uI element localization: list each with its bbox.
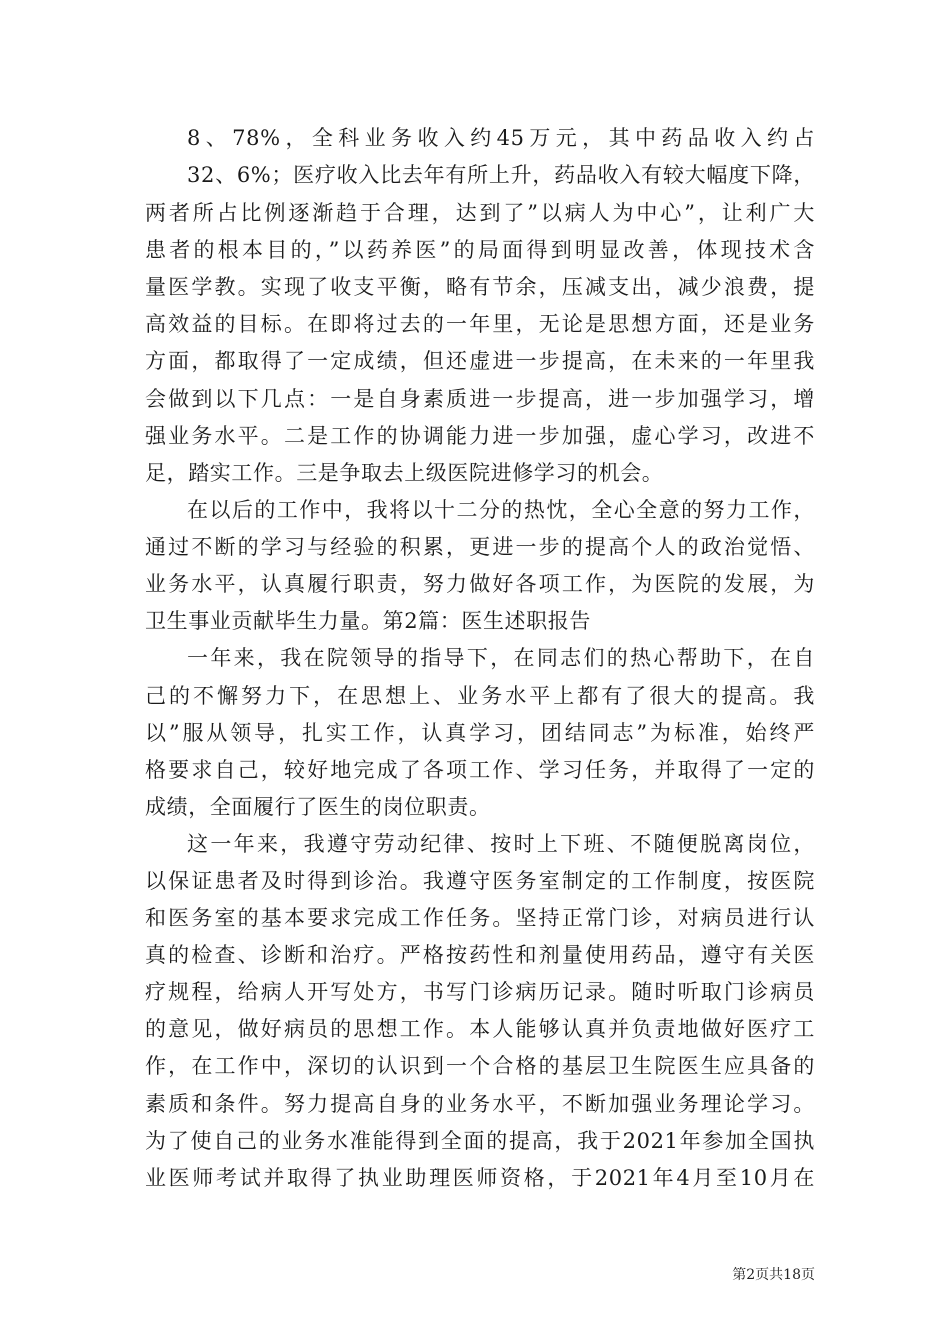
text-line: 己的不懈努力下，在思想上、业务水平上都有了很大的提高。我: [145, 684, 815, 708]
text-line: 格要求自己，较好地完成了各项工作、学习任务，并取得了一定的: [145, 758, 815, 782]
text-line: 32、6%；医疗收入比去年有所上升，药品收入有较大幅度下降，: [187, 163, 815, 187]
text-line: 在以后的工作中，我将以十二分的热忱，全心全意的努力工作，: [187, 498, 815, 522]
text-line: 成绩，全面履行了医生的岗位职责。: [145, 795, 491, 819]
text-line: 这一年来，我遵守劳动纪律、按时上下班、不随便脱离岗位，: [187, 832, 815, 856]
text-line: 和医务室的基本要求完成工作任务。坚持正常门诊，对病员进行认: [145, 906, 815, 930]
text-line: 患者的根本目的，”以药养医”的局面得到明显改善，体现技术含: [145, 238, 815, 262]
text-line: 以保证患者及时得到诊治。我遵守医务室制定的工作制度，按医院: [145, 869, 815, 893]
text-line: 通过不断的学习与经验的积累，更进一步的提高个人的政治觉悟、: [145, 535, 815, 559]
text-line: 业医师考试并取得了执业助理医师资格，于2021年4月至10月在: [145, 1166, 815, 1190]
text-line: 业务水平，认真履行职责，努力做好各项工作，为医院的发展，为: [145, 572, 815, 596]
page-number: 第2页共18页: [732, 1267, 815, 1283]
text-line: 疗规程，给病人开写处方，书写门诊病历记录。随时听取门诊病员: [145, 980, 815, 1004]
text-line: 强业务水平。二是工作的协调能力进一步加强，虚心学习，改进不: [145, 424, 815, 448]
text-line: 的意见，做好病员的思想工作。本人能够认真并负责地做好医疗工: [145, 1017, 815, 1041]
text-line: 高效益的目标。在即将过去的一年里，无论是思想方面，还是业务: [145, 312, 815, 336]
text-line: 真的检查、诊断和治疗。严格按药性和剂量使用药品，遵守有关医: [145, 943, 815, 967]
text-line: 方面，都取得了一定成绩，但还虚进一步提高，在未来的一年里我: [145, 349, 815, 373]
text-line: 量医学教。实现了收支平衡，略有节余，压减支出，减少浪费，提: [145, 275, 815, 299]
text-line: 会做到以下几点：一是自身素质进一步提高，进一步加强学习，增: [145, 387, 815, 411]
text-line: 一年来，我在院领导的指导下，在同志们的热心帮助下，在自: [187, 646, 815, 670]
text-line: 作，在工作中，深切的认识到一个合格的基层卫生院医生应具备的: [145, 1054, 815, 1078]
text-line: 足，踏实工作。三是争取去上级医院进修学习的机会。: [145, 461, 664, 485]
text-line: 两者所占比例逐渐趋于合理，达到了”以病人为中心”，让利广大: [145, 201, 815, 225]
text-line: 为了使自己的业务水准能得到全面的提高，我于2021年参加全国执: [145, 1129, 815, 1153]
text-line: 8、78%，全科业务收入约45万元，其中药品收入约占: [187, 126, 815, 150]
text-line: 以”服从领导，扎实工作，认真学习，团结同志”为标准，始终严: [145, 721, 815, 745]
text-line: 素质和条件。努力提高自身的业务水平，不断加强业务理论学习。: [145, 1092, 815, 1116]
text-line: 卫生事业贡献毕生力量。第2篇：医生述职报告: [145, 609, 591, 633]
